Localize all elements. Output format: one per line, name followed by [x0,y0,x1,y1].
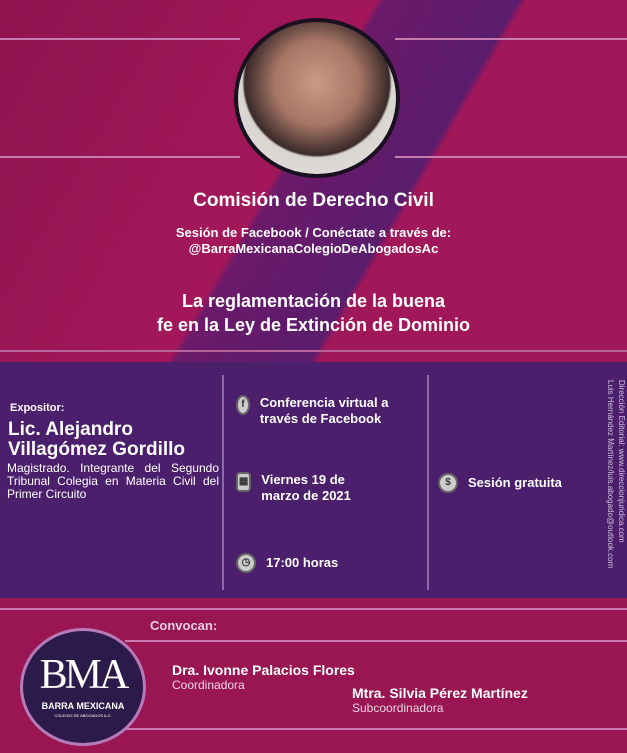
credit-line1: Dirección Editorial: www.direccionjuridica.com [617,380,626,543]
credit-line2: Luis Hernández Martínez/luis.abogado@outlook.com [606,380,615,569]
divider [125,728,627,730]
convener-role: Subcoordinadora [352,701,444,715]
divider [125,640,627,642]
barra-mexicana-logo [20,628,146,746]
price-text: Sesión gratuita [468,475,562,490]
divider [395,156,627,158]
platform-text: Conferencia virtual a través de Facebook [259,395,389,426]
editorial-credits [600,380,627,595]
divider [395,38,627,40]
divider [0,608,627,610]
divider [0,156,240,158]
topic-line2: fe en la Ley de Extinción de Dominio [156,315,471,335]
time-text: 17:00 horas [266,555,339,570]
logo-mark: BMA [39,652,127,698]
facebook-handle: @BarraMexicanaColegioDeAbogadosAc [188,241,439,256]
speaker-role: Magistrado. Integrante del Segundo Tribunal Colegia en Materia Civil del Primer Circuito [7,461,219,501]
divider [222,375,224,590]
topic-line1: La reglamentación de la buena [181,291,446,311]
convener-name: Dra. Ivonne Palacios Flores [172,662,355,678]
time-item [236,553,386,573]
convener-1 [172,662,355,692]
convener-2 [352,685,528,715]
divider [0,38,240,40]
speaker-name [8,420,185,460]
speaker-name-line2: Villagómez Gordillo [8,439,186,460]
page-title: Comisión de Derecho Civil [193,190,434,211]
ticket-icon: $ [438,473,458,493]
platform-item [236,395,416,427]
date-text: Viernes 19 de marzo de 2021 [261,472,351,503]
convener-name: Mtra. Silvia Pérez Martínez [352,685,528,701]
convener-role: Coordinadora [172,678,245,692]
divider [427,375,429,590]
logo-subtitle: COLEGIO DE ABOGADOS A.C. [54,713,112,718]
calendar-icon: ▦ [236,472,251,492]
speaker-label: Expositor: [10,402,65,414]
date-item [236,472,386,504]
speaker-photo [234,18,400,178]
clock-icon: ◷ [236,553,256,573]
divider [0,350,627,352]
speaker-name-line1: Lic. Alejandro [8,419,133,440]
session-info: Sesión de Facebook / Conéctate a través de: [175,225,452,240]
facebook-icon: f [236,395,250,415]
price-item [438,473,588,493]
logo-name: BARRA MEXICANA [41,701,125,711]
conveners-label: Convocan: [150,618,218,633]
